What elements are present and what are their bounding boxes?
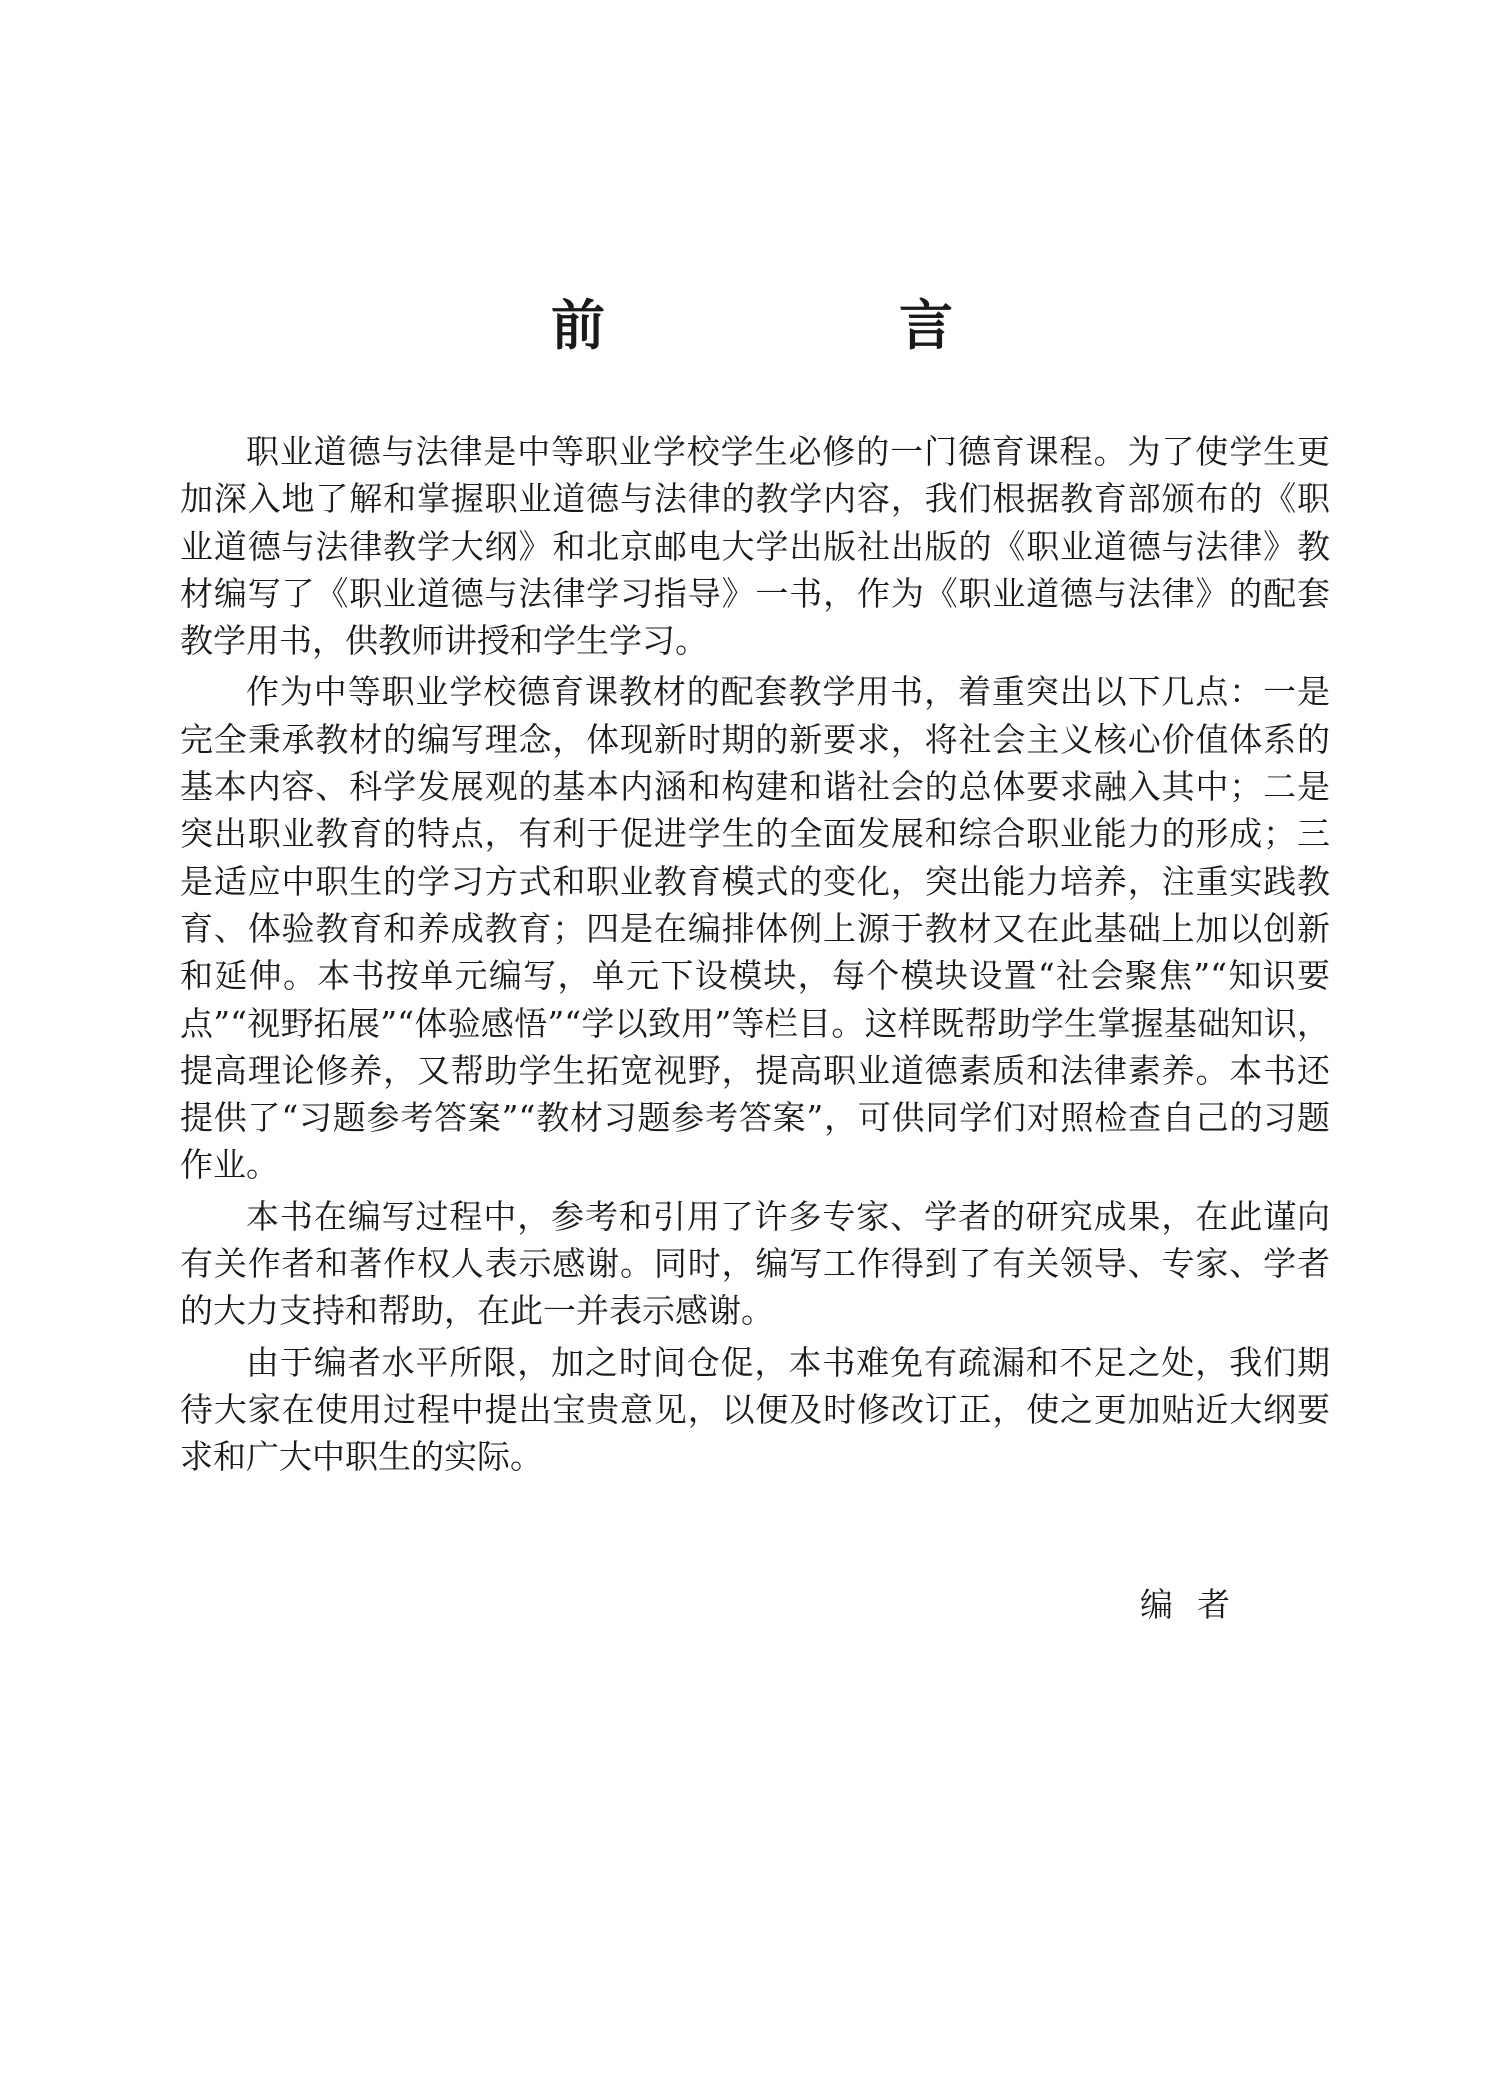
paragraph-features: 作为中等职业学校德育课教材的配套教学用书，着重突出以下几点：一是完全秉承教材的编写理念，体现新时期的新要求，将社会主义核心价值体系的基本内容、科学发展观的基本内涵和构建和谐社会的总体要求融入其中；二是突出职业教育的特点，有利于促进学生的全面发展和综合职业能力的形成；三是适应中职生的学习方式和职业教育模式的变化，突出能力培养，注重实践教育、体验教育和养成教育；四是在编排体例上源于教材又在此基础上加以创新和延伸。本书按单元编写，单元下设模块，每个模块设置“社会聚焦”“知识要点”“视野拓展”“体验感悟”“学以致用”等栏目。这样既帮助学生掌握基础知识，提高理论修养，又帮助学生拓宽视野，提高职业道德素质和法律素养。本书还提供了“习题参考答案”“教材习题参考答案”，可供同学们对照检查自己的习题作业。 (180, 672, 1330, 1185)
paragraph-closing: 由于编者水平所限，加之时间仓促，本书难免有疏漏和不足之处，我们期待大家在使用过程中提出宝贵意见，以便及时修改订正，使之更加贴近大纲要求和广大中职生的实际。 (180, 1342, 1330, 1477)
page-title: 前 言 (551, 293, 1073, 357)
paragraph-intro: 职业道德与法律是中等职业学校学生必修的一门德育课程。为了使学生更加深入地了解和掌握职业道德与法律的教学内容，我们根据教育部颁布的《职业道德与法律教学大纲》和北京邮电大学出版社出版的《职业道德与法律》教材编写了《职业道德与法律学习指导》一书，作为《职业道德与法律》的配套教学用书，供教师讲授和学生学习。 (180, 432, 1330, 661)
author-signature: 编者 (1140, 1585, 1254, 1624)
paragraph-thanks: 本书在编写过程中，参考和引用了许多专家、学者的研究成果，在此谨向有关作者和著作权人表示感谢。同时，编写工作得到了有关领导、专家、学者的大力支持和帮助，在此一并表示感谢。 (180, 1196, 1330, 1331)
preface-body (180, 428, 1330, 1481)
